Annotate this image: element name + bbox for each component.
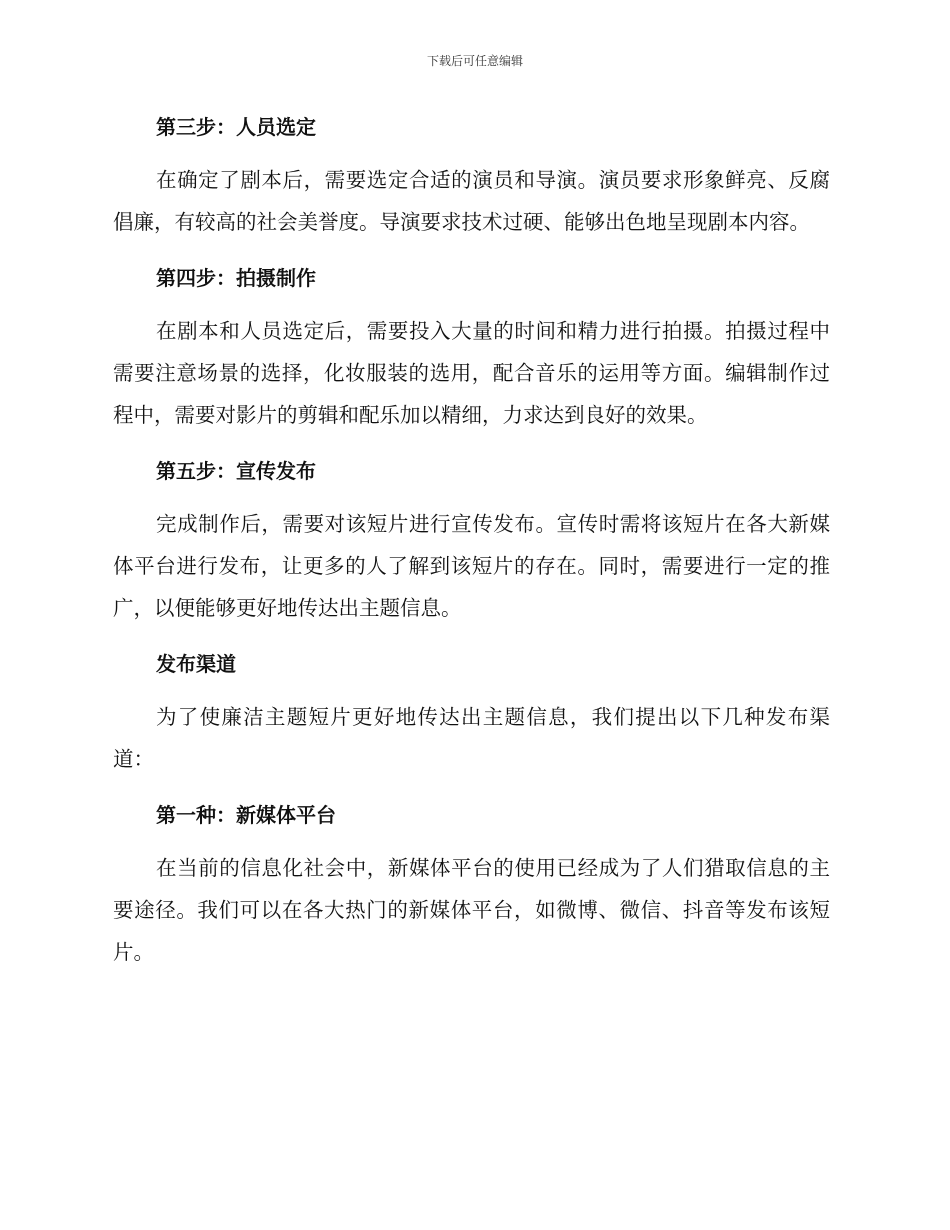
document-body [113, 107, 830, 973]
section-paragraph-step-four: 在剧本和人员选定后，需要投入大量的时间和精力进行拍摄。拍摄过程中需要注意场景的选择，化妆服装的选用，配合音乐的运用等方面。编辑制作过程中，需要对影片的剪辑和配乐加以精细，力求达到良好的效果。 [113, 319, 830, 427]
section-paragraph-step-five: 完成制作后，需要对该短片进行宣传发布。宣传时需将该短片在各大新媒体平台进行发布，让更多的人了解到该短片的存在。同时，需要进行一定的推广，以便能够更好地传达出主题信息。 [113, 512, 830, 620]
section-heading-step-four: 第四步：拍摄制作 [156, 266, 316, 290]
section-paragraph-new-media: 在当前的信息化社会中，新媒体平台的使用已经成为了人们猎取信息的主要途径。我们可以在各大热门的新媒体平台，如微博、微信、抖音等发布该短片。 [113, 856, 830, 964]
section-heading-release-channels: 发布渠道 [156, 652, 236, 676]
section-heading-step-three: 第三步：人员选定 [156, 115, 316, 139]
section-heading-step-five: 第五步：宣传发布 [156, 459, 316, 483]
section-heading-new-media: 第一种：新媒体平台 [156, 803, 336, 827]
section-paragraph-release-channels: 为了使廉洁主题短片更好地传达出主题信息，我们提出以下几种发布渠道： [113, 705, 830, 771]
section-paragraph-step-three: 在确定了剧本后，需要选定合适的演员和导演。演员要求形象鲜亮、反腐倡廉，有较高的社会美誉度。导演要求技术过硬、能够出色地呈现剧本内容。 [113, 168, 830, 234]
page-header: 下载后可任意编辑 [426, 54, 523, 68]
